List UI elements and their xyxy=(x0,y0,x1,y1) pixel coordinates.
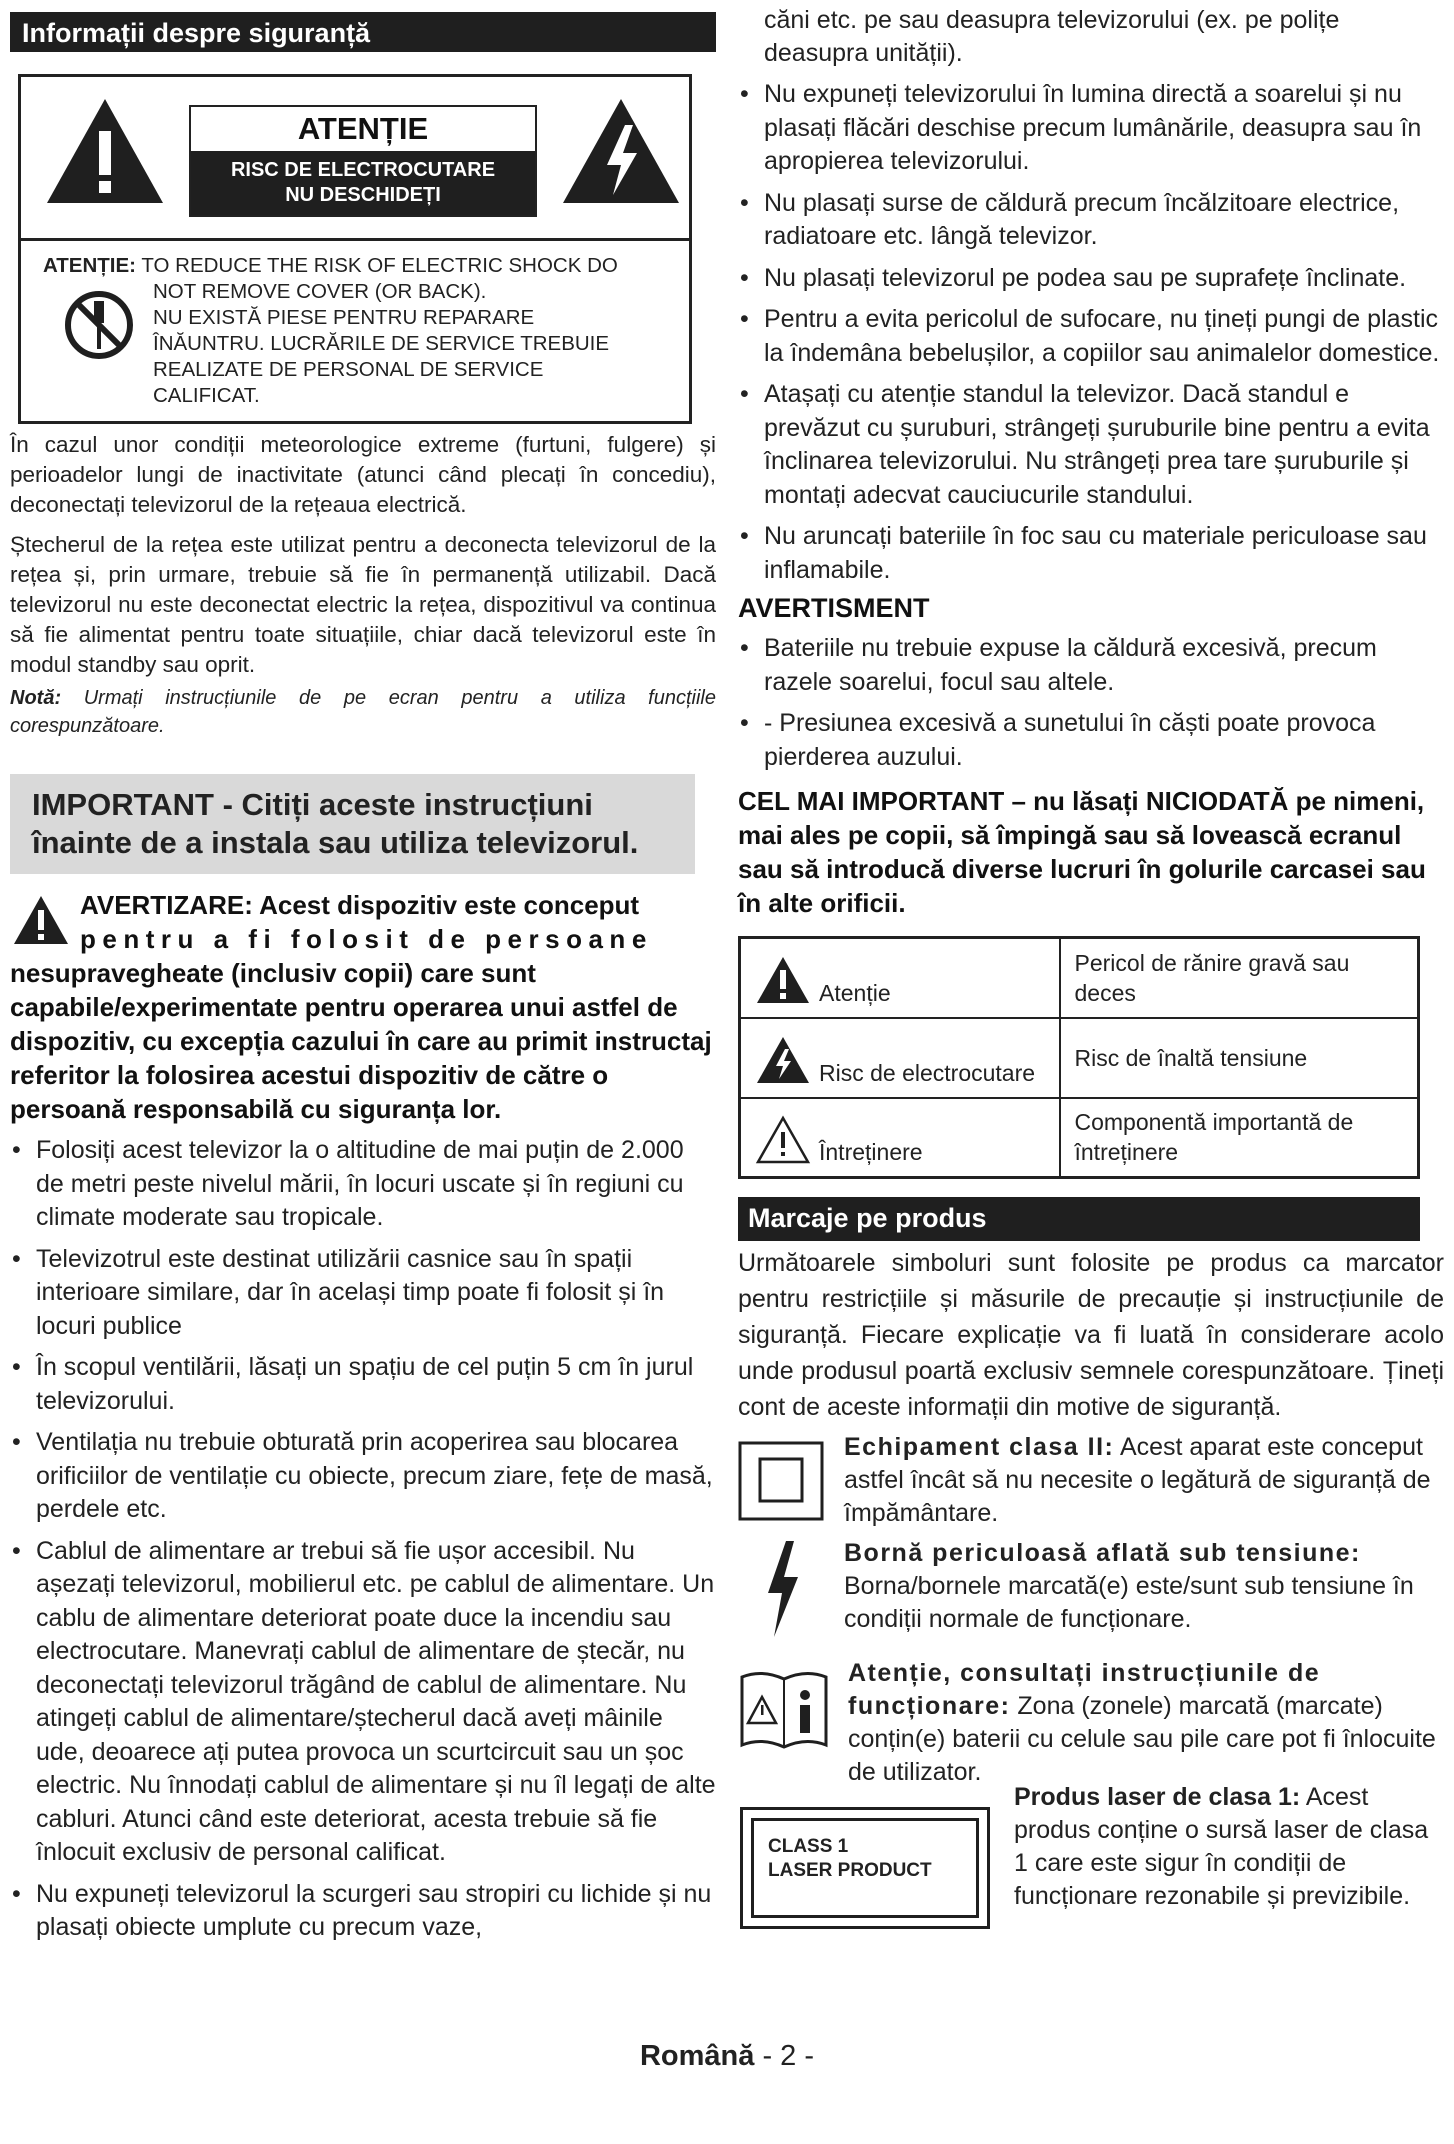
caution-label: ATENȚIE: xyxy=(43,254,137,277)
caution-label-box xyxy=(18,74,692,424)
symbol-term: Întreținere xyxy=(819,1139,923,1166)
caution-text xyxy=(43,253,683,409)
symbol-term: Atenție xyxy=(819,979,891,1006)
caution-line4: ÎNĂUNTRU. LUCRĂRILE DE SERVICE TREBUIE xyxy=(153,332,610,355)
list-item: • Nu plasați televizorul pe podea sau pe suprafețe înclinate. xyxy=(738,262,1444,296)
symbol-term: Risc de electrocutare xyxy=(819,1059,1036,1086)
section-header-product-markings: Marcaje pe produs xyxy=(738,1197,1420,1241)
consult-instructions-title: Atenție, consultați instrucțiunile de funcționare: xyxy=(848,1659,1321,1720)
lightning-bolt-icon xyxy=(764,1541,800,1637)
double-square-icon xyxy=(738,1441,824,1521)
caution-divider xyxy=(21,238,689,241)
laser-text: Acest produs conține o sursă laser de clasa 1 care este sigur în condiții de funcționare rezonabile și previzibile. xyxy=(1014,1783,1429,1910)
class-ii-item xyxy=(738,1431,1444,1531)
caution-line5: REALIZATE DE PERSONAL DE SERVICE xyxy=(153,358,544,381)
list-item: • Nu aruncați bateriile în foc sau cu materiale periculoase sau inflamabile. xyxy=(738,520,1444,587)
class-ii-title: Echipament clasa II: xyxy=(844,1433,1115,1461)
live-terminal-title: Bornă periculoasă aflată sub tensiune: xyxy=(844,1539,1361,1567)
list-item: • Ventilația nu trebuie obturată prin acoperirea sau blocarea orificiilor de ventilație cu obiecte, precum ziare, fețe de masă, perdele etc. xyxy=(10,1426,716,1527)
avertizare-rest: nesupravegheate (inclusiv copii) care sunt capabile/experimentate pentru operarea unui astfel de dispozitiv, cu excepția cazului în care au primit instructaj referitor la folosirea acestui dispozitiv de către o persoană responsabilă cu siguranța lor. xyxy=(10,958,712,1124)
avertisment-list xyxy=(738,632,1444,774)
table-row xyxy=(740,938,1419,1018)
class-ii-text: Acest aparat este conceput astfel încât să nu necesite o legătură de siguranță de împământare. xyxy=(844,1433,1431,1527)
lightning-triangle-icon xyxy=(755,1035,811,1085)
section-header-safety: Informații despre siguranță xyxy=(10,12,716,52)
most-important-warning: CEL MAI IMPORTANT – nu lăsați NICIODATĂ pe nimeni, mai ales pe copii, să împingă sau să lovească ecranul sau să introducă diverse lucruri în golurile carcasei sau în alte orificii. xyxy=(738,786,1426,918)
page-number: - 2 - xyxy=(762,2040,815,2072)
laser-label-line2: LASER PRODUCT xyxy=(768,1860,932,1881)
right-column xyxy=(738,0,1444,1913)
caution-line3: NU EXISTĂ PIESE PENTRU REPARARE xyxy=(153,306,535,329)
list-item: • Atașați cu atenție standul la televizor. Dacă standul e prevăzut cu șuruburi, strângeți șuruburile bine pentru a evita înclinarea televizorului. Nu strângeți prea tare șuruburile și montați adecvat cauciucurile standului. xyxy=(738,378,1444,512)
list-item: • Televizotrul este destinat utilizării casnice sau în spații interioare similare, dar în același timp poate fi folosit și în locuri publice xyxy=(10,1243,716,1344)
paragraph-plug: Ștecherul de la rețea este utilizat pentru a deconecta televizorul de la rețea și, prin urmare, trebuie să fie în permanență utilizabil. Dacă televizorul nu este deconectat electric la rețea, dispozitivul va continua să fie alimentat pentru toate situațiile, chiar dacă televizorul este în modul standby sau oprit. xyxy=(10,532,716,677)
list-item: • - Presiunea excesivă a sunetului în căști poate provoca pierderea auzului. xyxy=(738,707,1444,774)
table-cell: Pericol de rănire gravă sau deces xyxy=(1060,938,1419,1018)
symbol-table xyxy=(738,936,1420,1179)
avertizare-line2: pentru a fi folosit de persoane xyxy=(80,924,653,954)
continuation-text: căni etc. pe sau deasupra televizorului (ex. pe polițe deasupra unității). xyxy=(764,6,1340,67)
table-row xyxy=(740,1018,1419,1098)
table-cell: Risc de înaltă tensiune xyxy=(1060,1018,1419,1098)
list-item: • Nu expuneți televizorul la scurgeri sau stropiri cu lichide și nu plasați obiecte umplute cu precum vaze, xyxy=(10,1878,716,1945)
consult-instructions-text: Zona (zonele) marcată (marcate) conțin(e) baterii cu celule sau pile care pot fi înlocuite de utilizator. xyxy=(848,1692,1436,1786)
caution-line2: NOT REMOVE COVER (OR BACK). xyxy=(153,280,487,303)
list-item: • În scopul ventilării, lăsați un spațiu de cel puțin 5 cm în jurul televizorului. xyxy=(10,1351,716,1418)
consult-instructions-item xyxy=(738,1657,1444,1786)
note-label: Notă: xyxy=(10,687,62,709)
caution-line1: TO REDUCE THE RISK OF ELECTRIC SHOCK DO xyxy=(141,254,618,277)
right-bullet-list xyxy=(738,78,1444,587)
table-cell xyxy=(740,938,1060,1018)
table-cell xyxy=(740,1018,1060,1098)
caution-title-box xyxy=(189,105,537,217)
laser-title: Produs laser de clasa 1: xyxy=(1014,1783,1301,1811)
laser-product-item xyxy=(738,1781,1444,1913)
list-item: • Pentru a evita pericolul de sufocare, nu țineți pungi de plastic la îndemâna bebelușilor, a copiilor sau animalelor domestice. xyxy=(738,303,1444,370)
left-column xyxy=(10,0,716,1945)
page-footer xyxy=(0,2040,1454,2073)
list-item: • Folosiți acest televizor la o altitudine de mai puțin de 2.000 de metri peste nivelul mării, în locuri uscate și în regiuni cu climate moderate sau tropicale. xyxy=(10,1134,716,1235)
warning-triangle-icon xyxy=(755,955,811,1005)
caution-title: ATENȚIE xyxy=(297,111,429,146)
manual-info-icon xyxy=(738,1667,830,1749)
important-line1: IMPORTANT - Citiți aceste instrucțiuni xyxy=(32,787,593,822)
avertizare-line1: AVERTIZARE: Acest dispozitiv este conceput xyxy=(80,890,640,920)
table-cell xyxy=(740,1098,1060,1178)
avertisment-title: AVERTISMENT xyxy=(738,593,930,623)
list-item: • Nu plasați surse de căldură precum încălzitoare electrice, radiatoare etc. lângă televizor. xyxy=(738,187,1444,254)
warning-triangle-icon xyxy=(12,894,70,946)
footer-language: Română xyxy=(639,2040,755,2072)
laser-label-line1: CLASS 1 xyxy=(768,1836,849,1857)
list-item: • Bateriile nu trebuie expuse la căldură excesivă, precum razele soarelui, focul sau altele. xyxy=(738,632,1444,699)
lightning-triangle-icon xyxy=(559,95,683,207)
live-terminal-item xyxy=(738,1537,1444,1649)
table-row xyxy=(740,1098,1419,1178)
important-line2: înainte de a instala sau utiliza televizorul. xyxy=(32,825,639,860)
markings-intro: Următoarele simboluri sunt folosite pe produs ca marcator pentru restricțiile și măsurile de precauție și instrucțiunile de siguranță. Fiecare explicație va fi luată în considerare acolo unde produsul poartă exclusiv semnele corespunzătoare. Țineți cont de aceste informații din motive de siguranță. xyxy=(738,1249,1444,1421)
avertizare-block xyxy=(10,888,716,1126)
caution-subtitle-line1: RISC DE ELECTROCUTARE xyxy=(230,159,496,181)
note xyxy=(10,684,716,740)
table-cell: Componentă importantă de întreținere xyxy=(1060,1098,1419,1178)
list-item: • Nu expuneți televizorului în lumina directă a soarelui și nu plasați flăcări deschise precum lumânările, deasupra sau în apropierea televizorului. xyxy=(738,78,1444,179)
caution-subtitle xyxy=(191,151,535,215)
live-terminal-text: Borna/bornele marcată(e) este/sunt sub tensiune în condiții normale de funcționare. xyxy=(844,1572,1414,1633)
laser-label-box xyxy=(740,1807,990,1929)
left-bullet-list xyxy=(10,1134,716,1945)
exclamation-triangle-icon xyxy=(43,95,167,207)
caution-line6: CALIFICAT. xyxy=(153,384,260,407)
outline-warning-triangle-icon xyxy=(755,1115,811,1165)
important-banner xyxy=(10,774,695,874)
paragraph-weather: În cazul unor condiții meteorologice extreme (furtuni, fulgere) și perioadelor lungi de inactivitate (atunci când plecați în concediu), deconectați televizorul de la rețeaua electrică. xyxy=(10,432,716,517)
list-item: • Cablul de alimentare ar trebui să fie ușor accesibil. Nu așezați televizorul, mobilierul etc. pe cablul de alimentare. Un cablu de alimentare deteriorat poate duce la incendiu sau electrocutare. Manevrați cablul de alimentare de ștecăr, nu deconectați televizorul trăgând de cablul de alimentare. Nu atingeți cablul de alimentare/ștecherul dacă aveți mâinile ude, deoarece ați putea provoca un scurtcircuit sau un șoc electric. Nu înnodați cablul de alimentare și nu îl legați de alte cabluri. Atunci când este deteriorat, acesta trebuie să fie înlocuit exclusiv de personal calificat. xyxy=(10,1535,716,1870)
caution-subtitle-line2: NU DESCHIDEȚI xyxy=(285,184,441,206)
note-text: Urmați instrucțiunile de pe ecran pentru a utiliza funcțiile corespunzătoare. xyxy=(10,687,716,737)
